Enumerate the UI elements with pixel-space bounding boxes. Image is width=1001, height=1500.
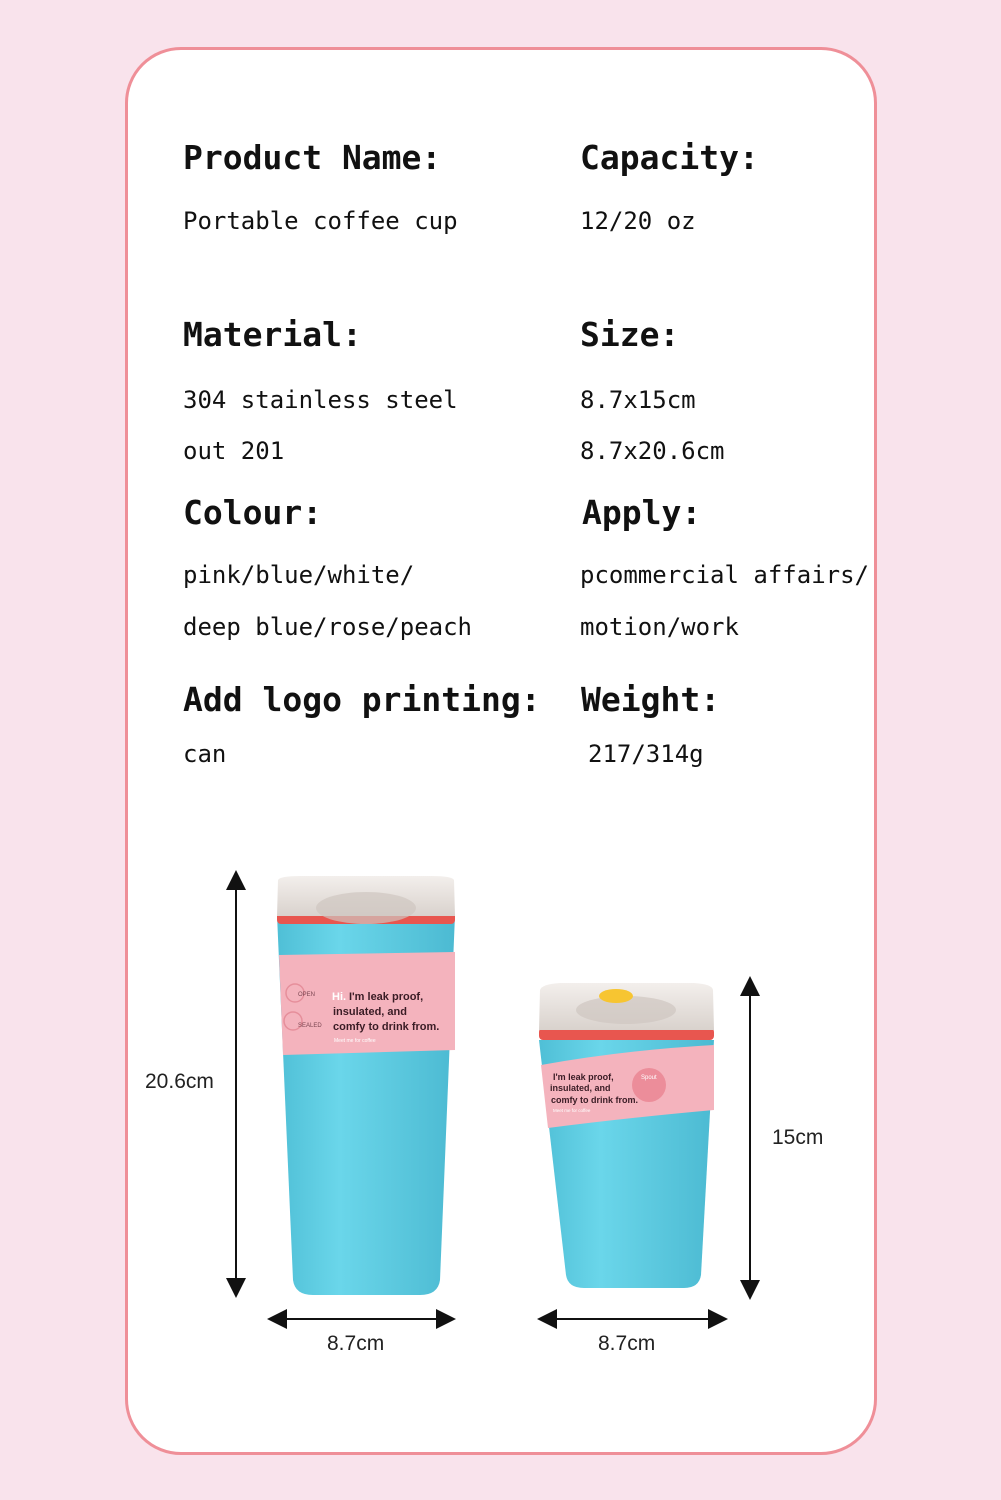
size-label: Size: [580,315,680,354]
weight-label: Weight: [581,680,721,719]
apply-line-1: pcommercial affairs/ [580,561,869,589]
apply-line-2: motion/work [580,613,739,641]
weight-value: 217/314g [588,740,704,768]
product-name-value: Portable coffee cup [183,207,458,235]
material-line-2: out 201 [183,437,285,465]
short-sleeve-small: Meet me for coffee [553,1108,591,1113]
size-line-2: 8.7x20.6cm [580,437,725,465]
short-sleeve-line-1: I'm leak proof, [553,1072,614,1082]
material-label: Material: [183,315,362,354]
material-line-1: 304 stainless steel [183,386,458,414]
tall-sleeve-hi: Hi. [332,991,347,1003]
capacity-value: 12/20 oz [580,207,696,235]
tall-height-label: 20.6cm [145,1070,214,1093]
short-spout-label: Spout [641,1075,657,1081]
tall-sealed-label: SEALED [298,1023,322,1029]
tall-width-label: 8.7cm [327,1332,385,1355]
short-sleeve-line-3: comfy to drink from. [551,1095,639,1105]
colour-label: Colour: [183,493,323,532]
logo-printing-label: Add logo printing: [183,680,541,719]
tall-sleeve-small: Meet me for coffee [334,1038,376,1044]
colour-line-2: deep blue/rose/peach [183,613,472,641]
tall-sleeve-line-3: comfy to drink from. [333,1021,440,1033]
capacity-label: Capacity: [580,138,759,177]
apply-label: Apply: [582,493,702,532]
short-sleeve-line-2: insulated, and [550,1083,611,1093]
tall-open-label: OPEN [298,992,316,998]
tall-sleeve-line-1: I'm leak proof, [349,991,424,1003]
product-name-label: Product Name: [183,138,442,177]
short-height-label: 15cm [772,1126,824,1149]
short-cup [539,983,714,1288]
colour-line-1: pink/blue/white/ [183,561,415,589]
logo-printing-value: can [183,740,227,768]
short-width-label: 8.7cm [598,1332,656,1355]
tall-sleeve-line-2: insulated, and [333,1006,407,1018]
tall-cup [277,876,455,1295]
size-line-1: 8.7x15cm [580,386,696,414]
